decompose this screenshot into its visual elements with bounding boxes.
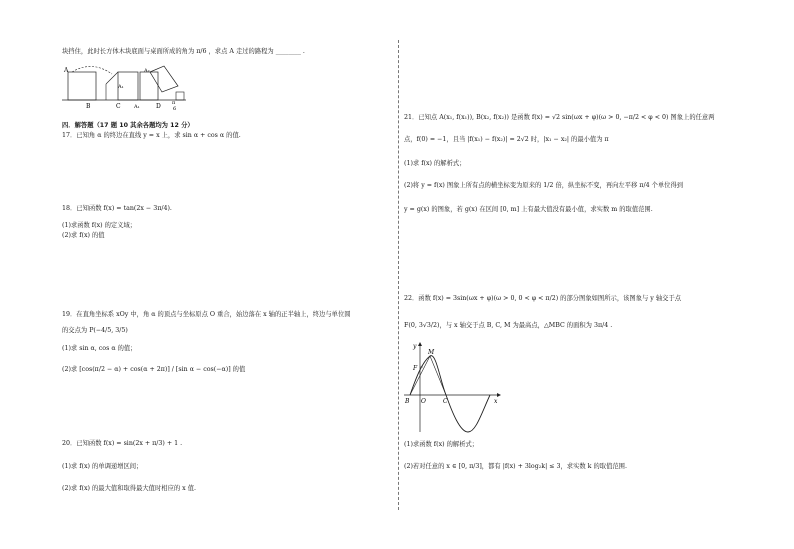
q18-part1: (1)求函数 f(x) 的定义域； (62, 222, 137, 229)
q19-stem-line2: 的交点为 P(−4/5, 3/5) (62, 327, 128, 334)
q21-stem-line1: 21．已知点 A(x₁, f(x₁)), B(x₂, f(x₂)) 是函数 f(x) = √2 sin(ωx + φ)(ω > 0, −π/2 < φ < 0) 图象上的任意两 (404, 114, 715, 121)
label-c: C (116, 103, 121, 110)
block-3 (140, 72, 158, 100)
column-divider (398, 40, 399, 510)
sine-graph (402, 340, 502, 435)
q22-stem-line2: F(0, 3√3/2)，与 x 轴交于点 B, C, M 为最高点，△MBC 的面积为 3π/4 . (404, 322, 613, 329)
q21-part2-line2: y = g(x) 的图象，若 g(x) 在区间 [0, m] 上有最大值没有最小值，求实数 m 的取值范围. (404, 206, 653, 213)
label-x: x (494, 398, 498, 405)
q21-part1: (1)求 f(x) 的解析式； (404, 160, 466, 167)
q22-stem-line1: 22．函数 f(x) = 3sin(ωx + φ)(ω > 0, 0 < φ < π/2) 的部分图象如图所示，该图象与 y 轴交于点 (404, 295, 682, 302)
q21-stem-line2: 点，f(0) = −1，且当 |f(x₁) − f(x₂)| = 2√2 时，|x₁ − x₂| 的最小值为 π (404, 136, 609, 143)
prev-question-tail: 块挡住，此时长方体木块底面与桌面所成的角为 π/6 ，求点 A 走过的路程为 ________ . (62, 48, 305, 55)
q17-stem: 17．已知角 α 的终边在直线 y = x 上，求 sin α + cos α 的值. (62, 132, 241, 139)
label-a1-top: A₁ (118, 84, 124, 90)
label-b: B (405, 398, 410, 405)
q20-stem: 20．已知函数 f(x) = sin(2x + π/3) + 1 . (62, 440, 183, 447)
label-a: A (64, 67, 69, 74)
q18-stem: 18．已知函数 f(x) = tan(2x − 3π/4). (62, 205, 172, 212)
label-o: O (421, 398, 426, 405)
section-heading: 四．解答题（17 题 10 其余各题均为 12 分） (62, 122, 194, 129)
label-six: 6 (173, 106, 177, 110)
label-y: y (413, 343, 417, 350)
rotating-block-figure (60, 60, 190, 110)
block-4 (150, 66, 178, 92)
q22-part2: (2)若对任意的 x ∈ [0, π/3]，都有 |f(x) + 3log₂k| ≤ 3，求实数 k 的取值范围. (404, 463, 627, 470)
q20-part1: (1)求 f(x) 的单调递增区间； (62, 463, 143, 470)
q22-part1: (1)求函数 f(x) 的解析式； (404, 441, 479, 448)
q20-part2: (2)求 f(x) 的最大值和取得最大值时相应的 x 值. (62, 485, 197, 492)
label-a2: A₂ (144, 68, 150, 74)
q19-stem-line1: 19．在直角坐标系 xOy 中，角 α 的顶点与坐标原点 O 重合，始边落在 x 轴的正半轴上，终边与单位圆 (62, 311, 351, 318)
q19-part2: (2)求 [cos(π/2 − α) + cos(α + 2π)] / [sin α − cos(−α)] 的值 (62, 366, 246, 373)
label-pi: π (172, 100, 176, 106)
label-f: F (413, 365, 418, 372)
block-1 (68, 72, 96, 100)
label-a1-bottom: A₁ (134, 104, 140, 110)
label-m: M (428, 349, 435, 356)
label-b: B (86, 103, 91, 110)
label-d: D (156, 103, 161, 110)
q18-part2: (2)求 f(x) 的值 (62, 232, 105, 239)
label-c: C (443, 398, 448, 405)
q21-part2-line1: (2)将 y = f(x) 图象上所有点的横坐标变为原来的 1/2 倍，纵坐标不变，再向左平移 π/4 个单位得到 (404, 182, 684, 189)
q19-part1: (1)求 sin α, cos α 的值； (62, 345, 137, 352)
